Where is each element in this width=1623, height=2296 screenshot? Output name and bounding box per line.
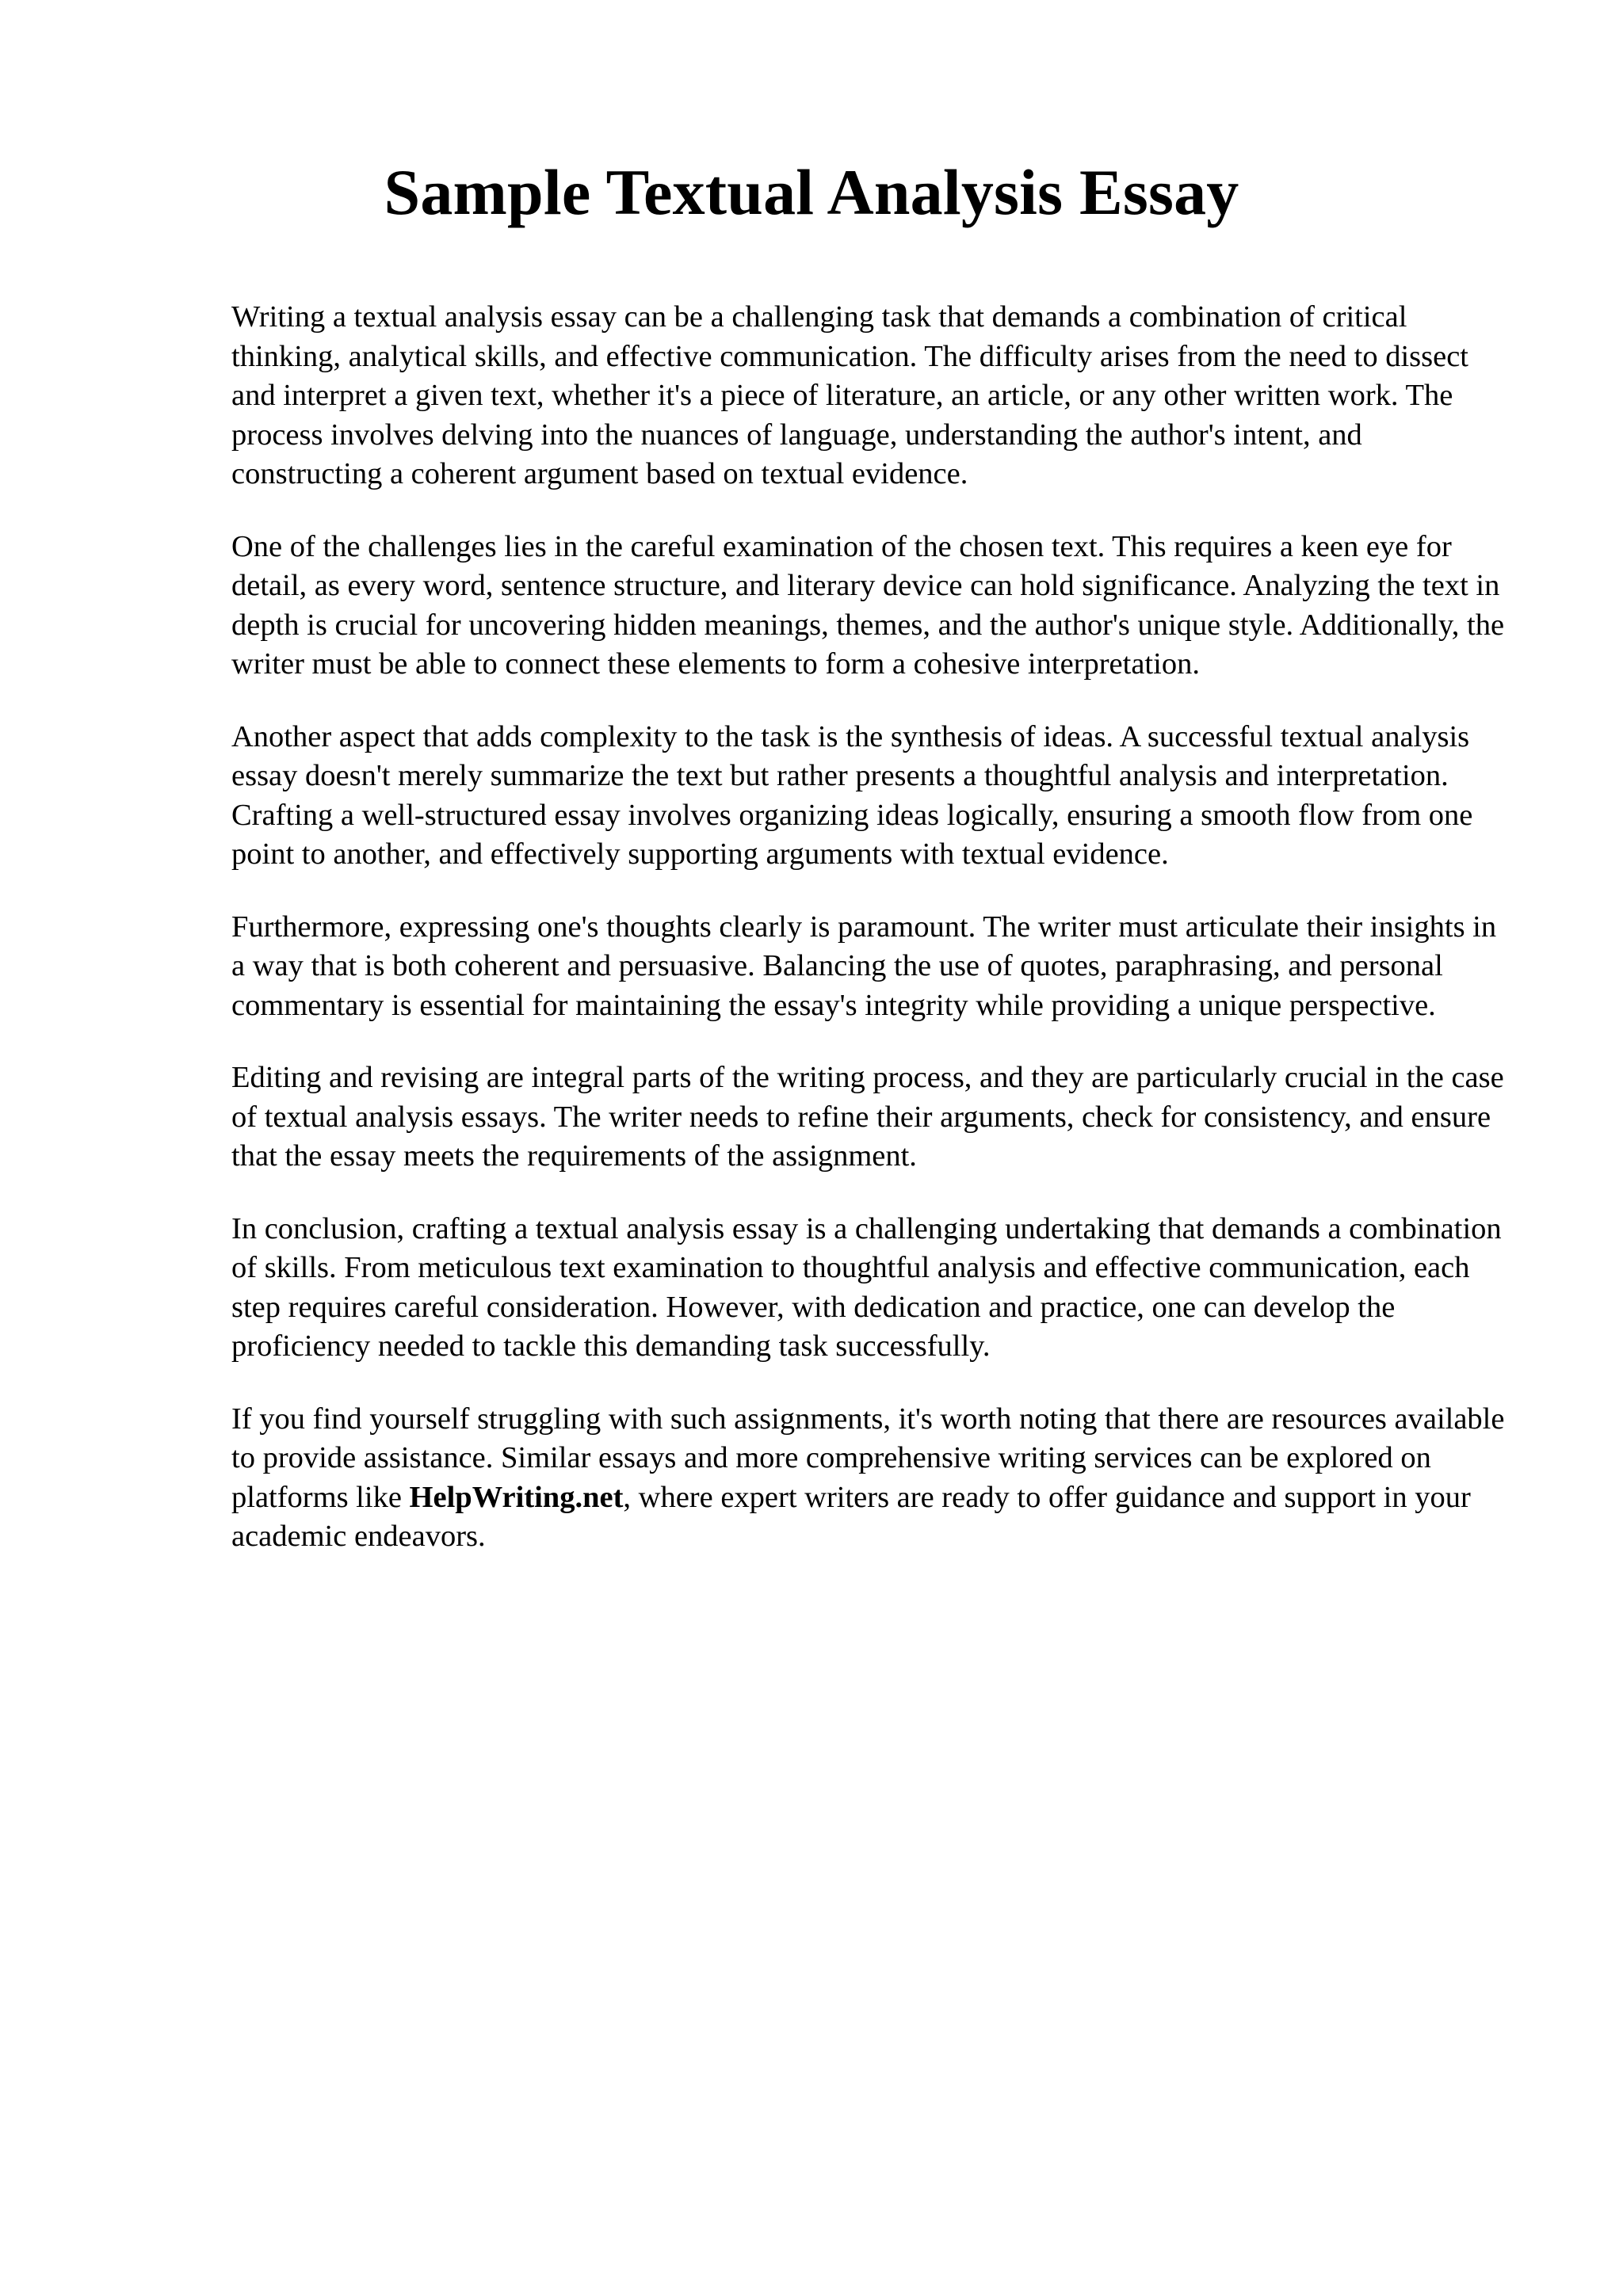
document-title: Sample Textual Analysis Essay: [384, 156, 1239, 228]
paragraph-synthesis: Another aspect that adds complexity to the task is the synthesis of ideas. A successful textual analysis essay doesn't merely summarize the text but rather presents a thoughtful analysis and interpretation. Crafting a well-structured essay involves organizing ideas logically, ensuring a smooth flow from one point to another, and effectively supporting arguments with textual evidence.: [231, 719, 1473, 871]
paragraph-conclusion: In conclusion, crafting a textual analysis essay is a challenging undertaking that demands a combination of skills. From meticulous text examination to thoughtful analysis and effective communication, each step requires careful consideration. However, with dedication and practice, one can develop the proficiency needed to tackle this demanding task successfully.: [231, 1211, 1502, 1363]
paragraph-editing: Editing and revising are integral parts of the writing process, and they are particularly crucial in the case of textual analysis essays. The writer needs to refine their arguments, check for consistency, and ensure that the essay meets the requirements of the assignment.: [231, 1061, 1504, 1173]
paragraph-expression: Furthermore, expressing one's thoughts clearly is paramount. The writer must articulate their insights in a way that is both coherent and persuasive. Balancing the use of quotes, paraphrasing, and personal commentary is essential for maintaining the essay's integrity while providing a unique perspective.: [231, 910, 1497, 1022]
paragraph-closing: [231, 1400, 1515, 1557]
closing-text-after: , where expert writers are ready to offer guidance and support in your academic endeavors.: [231, 1480, 1471, 1553]
document-body: [231, 298, 1515, 1590]
paragraph-examination: One of the challenges lies in the careful examination of the chosen text. This requires a keen eye for detail, as every word, sentence structure, and literary device can hold significance. Analyzing the text in depth is crucial for uncovering hidden meanings, themes, and the author's unique style. Additionally, the writer must be able to connect these elements to form a cohesive interpretation.: [231, 529, 1505, 681]
closing-text-before: If you find yourself struggling with such assignments, it's worth noting that there are resources available to provide assistance. Similar essays and more comprehensive writing services can be explored on platforms like: [231, 1402, 1505, 1514]
paragraph-intro: Writing a textual analysis essay can be a challenging task that demands a combination of critical thinking, analytical skills, and effective communication. The difficulty arises from the need to dissect and interpret a given text, whether it's a piece of literature, an article, or any other written work. The process involves delving into the nuances of language, understanding the author's intent, and constructing a coherent argument based on textual evidence.: [231, 300, 1468, 490]
brand-link[interactable]: HelpWriting.net: [409, 1480, 624, 1514]
